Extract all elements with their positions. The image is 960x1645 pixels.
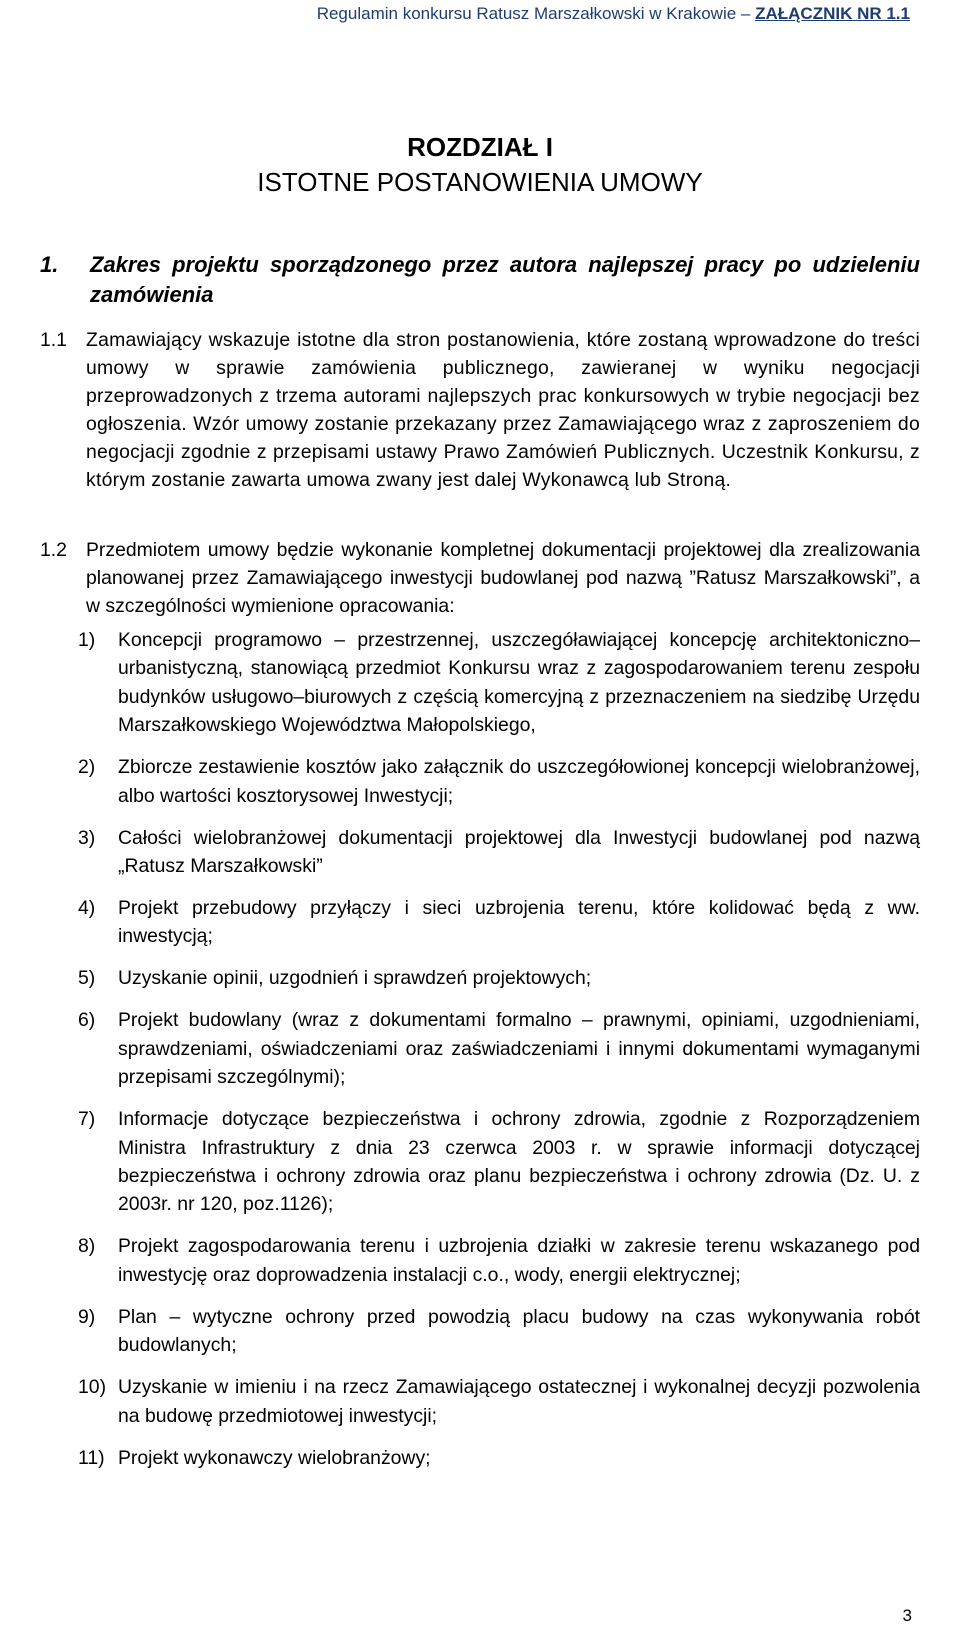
list-item-text: Koncepcji programowo – przestrzennej, uszczegóławiającej koncepcję architektoniczno–urbanistyczną, stanowiącą przedmiot Konkursu wraz z zagospodarowaniem terenu zespołu budynków usługowo–biurowych z częścią komercyjną z przeznaczeniem na siedzibę Urzędu Marszałkowskiego Województwa Małopolskiego, [118,629,920,737]
header-title: Regulamin konkursu Ratusz Marszałkowski w Krakowie [316,4,737,23]
list-item-number: 7) [78,1108,96,1131]
list-item-number: 10) [78,1376,107,1399]
section-heading [40,250,920,310]
list-item [78,1232,920,1289]
list-item-number: 5) [78,967,96,990]
list-item [78,964,920,992]
paragraph-text: Zamawiający wskazuje istotne dla stron postanowienia, które zostaną wprowadzone do treści umowy w sprawie zamówienia publicznego, zawieranej w wyniku negocjacji przeprowadzonych z trzema autorami najlepszych prac konkursowych w trybie negocjacji bez ogłoszenia. Wzór umowy zostanie przekazany przez Zamawiającego wraz z zaproszeniem do negocjacji zgodnie z przepisami ustawy Prawo Zamówień Publicznych. Uczestnik Konkursu, z którym zostanie zawarta umowa zwany jest dalej Wykonawcą lub Stroną. [86,329,920,491]
running-header [317,4,910,24]
list-item-text: Plan – wytyczne ochrony przed powodzią placu budowy na czas wykonywania robót budowlanych; [118,1305,920,1357]
deliverables-list [78,626,920,1486]
list-item [78,1444,920,1472]
paragraph-number: 1.1 [40,329,67,351]
list-item [78,1373,920,1430]
list-item-text: Informacje dotyczące bezpieczeństwa i ochrony zdrowia, zgodnie z Rozporządzeniem Ministra Infrastruktury z dnia 23 czerwca 2003 r. w sprawie informacji dotyczącej bezpieczeństwa i ochrony zdrowia oraz planu bezpieczeństwa i ochrony zdrowia (Dz. U. z 2003r. nr 120, poz.1126); [118,1108,920,1216]
list-item-number: 4) [78,897,96,920]
list-item [78,1105,920,1219]
list-item-text: Projekt wykonawczy wielobranżowy; [118,1446,431,1469]
list-item-text: Projekt przebudowy przyłączy i sieci uzbrojenia terenu, które kolidować będą z ww. inwestycją; [118,897,920,948]
page-number: 3 [902,1606,912,1625]
header-attachment-label: ZAŁĄCZNIK NR 1.1 [755,4,910,23]
list-item-number: 6) [78,1009,96,1032]
section-number: 1. [40,252,59,277]
list-item-text: Projekt budowlany (wraz z dokumentami formalno – prawnymi, opiniami, uzgodnieniami, sprawdzeniami, oświadczeniami oraz zaświadczeniami i innymi dokumentami wymaganymi przepisami szczególnymi); [118,1009,920,1089]
list-item [78,753,920,810]
list-item [78,626,920,740]
list-item-text: Projekt zagospodarowania terenu i uzbrojenia działki w zakresie terenu wskazanego pod inwestycję oraz doprowadzenia instalacji c.o., wody, energii elektrycznej; [118,1235,920,1286]
paragraph-number: 1.2 [40,539,67,561]
paragraph-1-1 [40,326,920,494]
list-item-number: 1) [78,629,96,651]
chapter-title: ISTOTNE POSTANOWIENIA UMOWY [257,167,703,197]
list-item-number: 8) [78,1235,96,1258]
paragraph-1-2 [40,536,920,620]
paragraph-text: Przedmiotem umowy będzie wykonanie kompletnej dokumentacji projektowej dla zrealizowania planowanej przez Zamawiającego inwestycji budowlanej pod nazwą ”Ratusz Marszałkowski”, a w szczególności wymienione opracowania: [86,539,920,617]
list-item-text: Całości wielobranżowej dokumentacji projektowej dla Inwestycji budowlanej pod nazwą „Ratusz Marszałkowski” [118,826,920,878]
list-item-text: Uzyskanie w imieniu i na rzecz Zamawiającego ostatecznej i wykonalnej decyzji pozwolenia na budowę przedmiotowej inwestycji; [118,1376,920,1427]
list-item-number: 3) [78,826,96,849]
list-item-text: Uzyskanie opinii, uzgodnień i sprawdzeń projektowych; [118,967,592,990]
list-item [78,1303,920,1360]
list-item-number: 2) [78,756,96,779]
list-item-number: 11) [78,1446,105,1469]
chapter-heading [40,130,920,200]
chapter-number: ROZDZIAŁ I [407,132,553,162]
list-item-number: 9) [78,1305,96,1328]
list-item [78,824,920,881]
header-separator: – [736,4,756,23]
list-item [78,1006,920,1091]
list-item-text: Zbiorcze zestawienie kosztów jako załącznik do uszczegółowionej koncepcji wielobranżowej, albo wartości kosztorysowej Inwestycji; [118,756,920,807]
section-title: Zakres projektu sporządzonego przez autora najlepszej pracy po udzieleniu zamówienia [90,252,920,307]
list-item [78,894,920,951]
